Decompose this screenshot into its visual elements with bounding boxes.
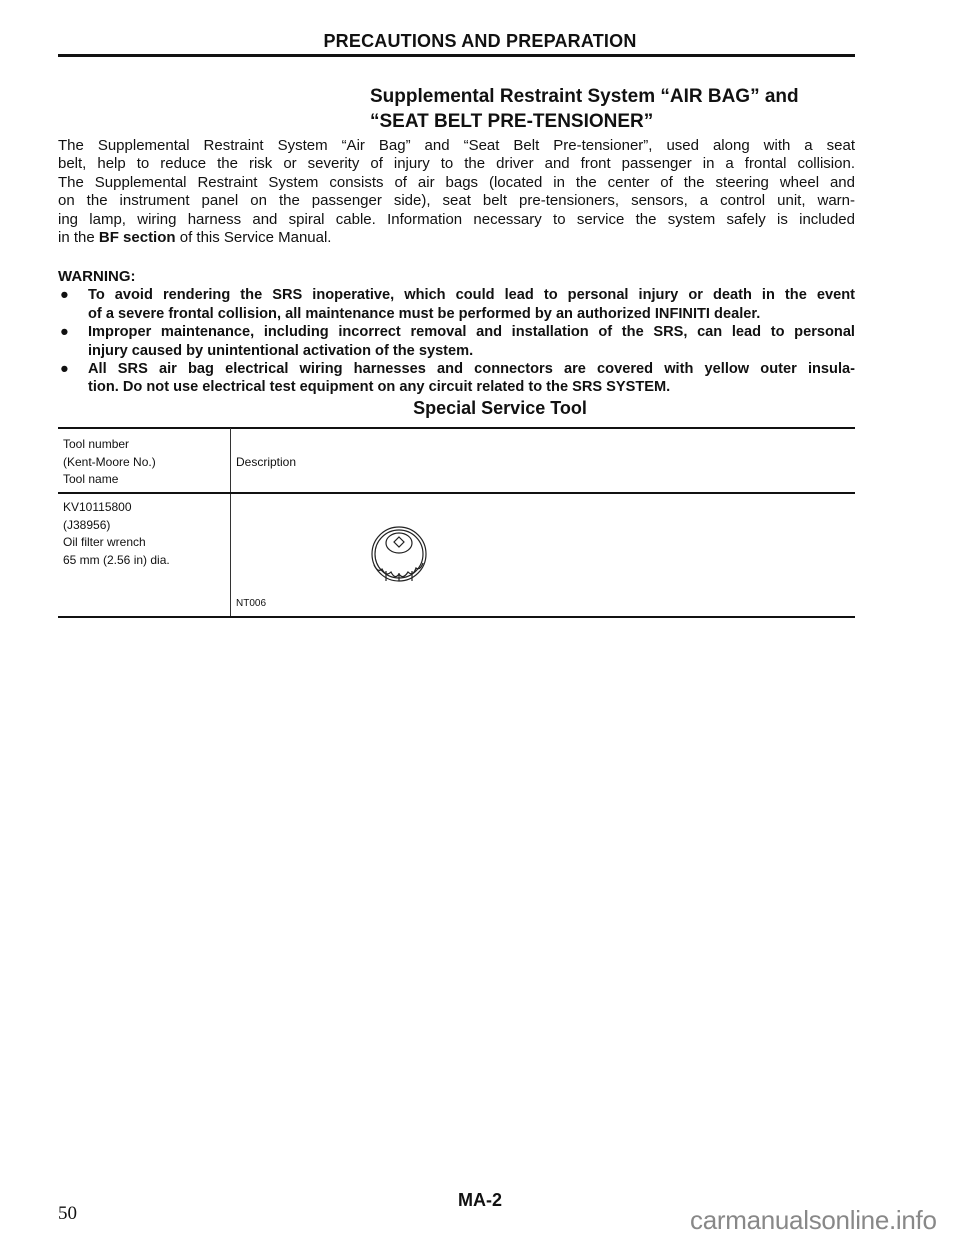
warning-label: WARNING: (58, 268, 136, 285)
header-rule (58, 54, 855, 57)
warning-line: tion. Do not use electrical test equipment on any circuit related to the SRS SYSTEM. (88, 379, 671, 396)
table-header-rule (58, 492, 855, 494)
oil-filter-wrench-icon (364, 521, 434, 596)
kent-moore-number: (J38956) (63, 517, 111, 532)
warning-line: Improper maintenance, including incorrect removal and installation of the SRS, can lead to personal (88, 324, 855, 341)
text: of this Service Manual. (175, 229, 332, 247)
warning-item (58, 323, 855, 360)
warning-line: All SRS air bag electrical wiring harnesses and connectors are covered with yellow outer insula- (88, 361, 855, 378)
tool-size: 65 mm (2.56 in) dia. (63, 552, 170, 567)
warning-item (58, 360, 855, 397)
warning-item (58, 286, 855, 323)
table-bottom-rule (58, 616, 855, 618)
figure-code: NT006 (236, 598, 267, 609)
header-line: Tool number (63, 437, 130, 451)
paragraph-line: The Supplemental Restraint System “Air Bag” and “Seat Belt Pre-tensioner”, used along with a seat (58, 137, 855, 154)
paragraph-line: on the instrument panel on the passenger side), seat belt pre-tensioners, sensors, a control unit, warn- (58, 192, 855, 210)
warning-block (58, 268, 855, 397)
header-tool-number (63, 436, 156, 489)
warning-line: To avoid rendering the SRS inoperative, which could lead to personal injury or death in the event (88, 287, 855, 304)
paragraph-line: ing lamp, wiring harness and spiral cable. Information necessary to service the system safely is included (58, 210, 855, 228)
header-description: Description (236, 455, 297, 469)
text: in the (58, 229, 99, 247)
table-column-divider (230, 428, 231, 618)
watermark: carmanualsonline.info (690, 1205, 937, 1235)
section-title-line: “SEAT BELT PRE-TENSIONER” (370, 111, 654, 132)
title-text: Special Service Tool (413, 398, 587, 418)
section-title (370, 84, 799, 134)
table-top-rule (58, 427, 855, 429)
page-number: 50 (58, 1203, 77, 1224)
header-line: (Kent-Moore No.) (63, 454, 156, 469)
header-line: Tool name (63, 472, 119, 486)
bf-section-ref: BF section (98, 229, 176, 247)
paragraph-line: belt, help to reduce the risk or severity of injury to the driver and front passenger in a frontal collision. (58, 155, 855, 173)
paragraph-line (58, 229, 855, 247)
tool-info (63, 499, 170, 569)
warning-line: injury caused by unintentional activation of the system. (88, 342, 474, 359)
page-header: PRECAUTIONS AND PREPARATION (323, 31, 637, 51)
special-service-tool-title (0, 398, 960, 419)
intro-paragraph (58, 137, 855, 247)
section-code: MA-2 (458, 1190, 502, 1210)
bullet-icon: ● (60, 361, 69, 378)
paragraph-line: The Supplemental Restraint System consists of air bags (located in the center of the steering wheel and (58, 173, 855, 191)
bullet-icon: ● (60, 324, 69, 341)
tool-number: KV10115800 (63, 500, 132, 514)
warning-line: of a severe frontal collision, all maintenance must be performed by an authorized INFINITI dealer. (88, 305, 761, 322)
bullet-icon: ● (60, 287, 69, 304)
section-title-line: Supplemental Restraint System “AIR BAG” and (370, 86, 799, 107)
tool-name: Oil filter wrench (63, 535, 146, 549)
